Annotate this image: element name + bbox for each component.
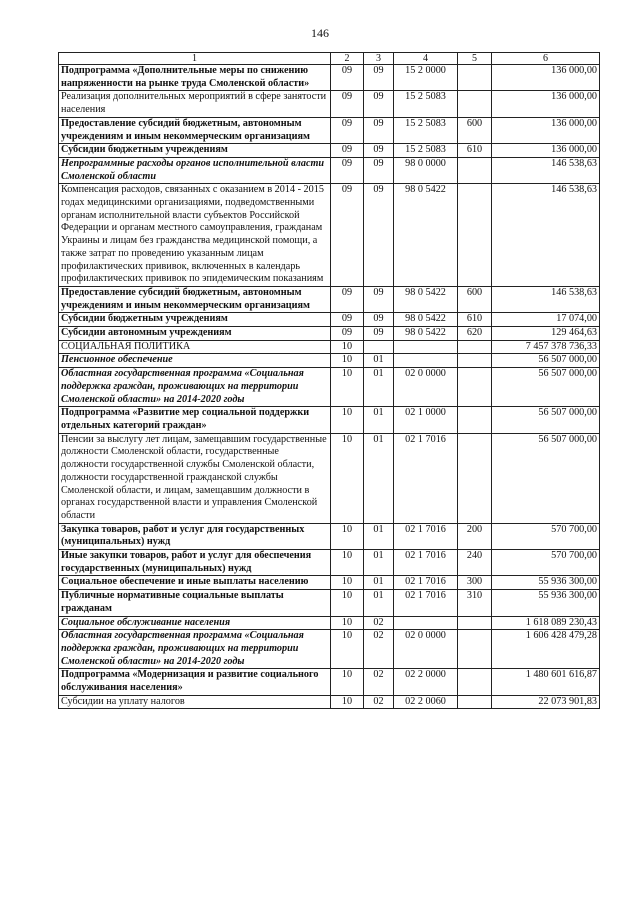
table-row (59, 433, 600, 523)
subsection-code-cell: 02 (364, 630, 394, 669)
header-cell: 1 (59, 53, 331, 65)
expense-type-cell: 200 (458, 523, 492, 549)
target-article-cell: 15 2 5083 (394, 144, 458, 158)
expense-type-cell: 620 (458, 327, 492, 341)
table-row (59, 65, 600, 91)
table-row (59, 630, 600, 669)
amount-cell: 146 538,63 (492, 286, 600, 312)
row-name-cell: Субсидии бюджетным учреждениям (59, 144, 331, 158)
subsection-code-cell: 09 (364, 184, 394, 287)
subsection-code-cell: 09 (364, 327, 394, 341)
table-row (59, 327, 600, 341)
target-article-cell: 15 2 5083 (394, 91, 458, 117)
amount-cell: 7 457 378 736,33 (492, 340, 600, 354)
header-cell: 6 (492, 53, 600, 65)
target-article-cell: 98 0 5422 (394, 327, 458, 341)
subsection-code-cell: 02 (364, 695, 394, 709)
target-article-cell: 02 0 0000 (394, 368, 458, 407)
target-article-cell: 02 2 0000 (394, 669, 458, 695)
subsection-code-cell: 02 (364, 616, 394, 630)
expense-type-cell: 300 (458, 576, 492, 590)
header-cell: 4 (394, 53, 458, 65)
amount-cell: 56 507 000,00 (492, 433, 600, 523)
subsection-code-cell: 01 (364, 407, 394, 433)
subsection-code-cell: 01 (364, 550, 394, 576)
section-code-cell: 09 (331, 91, 364, 117)
subsection-code-cell: 09 (364, 157, 394, 183)
budget-table (58, 52, 600, 709)
expense-type-cell (458, 616, 492, 630)
expense-type-cell (458, 91, 492, 117)
row-name-cell: Закупка товаров, работ и услуг для государственных (муниципальных) нужд (59, 523, 331, 549)
amount-cell: 22 073 901,83 (492, 695, 600, 709)
row-name-cell: Подпрограмма «Развитие мер социальной поддержки отдельных категорий граждан» (59, 407, 331, 433)
target-article-cell: 98 0 5422 (394, 286, 458, 312)
section-code-cell: 10 (331, 407, 364, 433)
amount-cell: 56 507 000,00 (492, 407, 600, 433)
section-code-cell: 10 (331, 550, 364, 576)
expense-type-cell (458, 433, 492, 523)
row-name-cell: Подпрограмма «Модернизация и развитие социального обслуживания населения» (59, 669, 331, 695)
section-code-cell: 10 (331, 630, 364, 669)
amount-cell: 56 507 000,00 (492, 368, 600, 407)
target-article-cell: 02 1 7016 (394, 550, 458, 576)
target-article-cell: 02 1 7016 (394, 523, 458, 549)
target-article-cell: 15 2 0000 (394, 65, 458, 91)
subsection-code-cell: 09 (364, 286, 394, 312)
table-row (59, 523, 600, 549)
amount-cell: 146 538,63 (492, 157, 600, 183)
expense-type-cell (458, 669, 492, 695)
table-row (59, 616, 600, 630)
target-article-cell: 02 0 0000 (394, 630, 458, 669)
section-code-cell: 09 (331, 327, 364, 341)
subsection-code-cell: 02 (364, 669, 394, 695)
target-article-cell (394, 340, 458, 354)
table-row (59, 354, 600, 368)
amount-cell: 136 000,00 (492, 117, 600, 143)
section-code-cell: 09 (331, 117, 364, 143)
subsection-code-cell: 01 (364, 590, 394, 616)
expense-type-cell (458, 695, 492, 709)
row-name-cell: Компенсация расходов, связанных с оказанием в 2014 - 2015 годах медицинскими организациями, подведомственными органам исполнительной власти субъектов Российской Федерации и органам местного самоуправления, гражданам Украины и лицам без гражданства медицинской помощи, а также затрат по проведению указанным лицам профилактических прививок, включенных в календарь профилактических прививок по эпидемическим показаниям (59, 184, 331, 287)
row-name-cell: Областная государственная программа «Социальная поддержка граждан, проживающих на территории Смоленской области» на 2014-2020 годы (59, 630, 331, 669)
row-name-cell: Предоставление субсидий бюджетным, автономным учреждениям и иным некоммерческим организациям (59, 117, 331, 143)
subsection-code-cell: 01 (364, 354, 394, 368)
header-cell: 3 (364, 53, 394, 65)
amount-cell: 129 464,63 (492, 327, 600, 341)
expense-type-cell: 600 (458, 286, 492, 312)
amount-cell: 55 936 300,00 (492, 576, 600, 590)
row-name-cell: Пенсии за выслугу лет лицам, замещавшим государственные должности Смоленской области, государственные должности государственной службы Смоленской области, должности государственной гражданской службы Смоленской области, и лицам, замещавшим должности в органах государственной власти и управления Смоленской области (59, 433, 331, 523)
expense-type-cell (458, 407, 492, 433)
row-name-cell: Пенсионное обеспечение (59, 354, 331, 368)
table-row (59, 117, 600, 143)
subsection-code-cell: 09 (364, 117, 394, 143)
expense-type-cell: 600 (458, 117, 492, 143)
section-code-cell: 09 (331, 286, 364, 312)
amount-cell: 136 000,00 (492, 65, 600, 91)
row-name-cell: Социальное обслуживание населения (59, 616, 331, 630)
row-name-cell: Предоставление субсидий бюджетным, автономным учреждениям и иным некоммерческим организациям (59, 286, 331, 312)
table-row (59, 157, 600, 183)
expense-type-cell (458, 340, 492, 354)
table-row (59, 144, 600, 158)
section-code-cell: 10 (331, 576, 364, 590)
subsection-code-cell: 01 (364, 433, 394, 523)
subsection-code-cell (364, 340, 394, 354)
table-row (59, 550, 600, 576)
row-name-cell: Непрограммные расходы органов исполнительной власти Смоленской области (59, 157, 331, 183)
subsection-code-cell: 09 (364, 91, 394, 117)
table-row (59, 184, 600, 287)
subsection-code-cell: 01 (364, 576, 394, 590)
row-name-cell: СОЦИАЛЬНАЯ ПОЛИТИКА (59, 340, 331, 354)
subsection-code-cell: 01 (364, 523, 394, 549)
section-code-cell: 09 (331, 157, 364, 183)
row-name-cell: Реализация дополнительных мероприятий в сфере занятости населения (59, 91, 331, 117)
expense-type-cell: 240 (458, 550, 492, 576)
section-code-cell: 10 (331, 433, 364, 523)
subsection-code-cell: 01 (364, 368, 394, 407)
target-article-cell (394, 616, 458, 630)
amount-cell: 1 618 089 230,43 (492, 616, 600, 630)
expense-type-cell (458, 368, 492, 407)
target-article-cell (394, 354, 458, 368)
table-row (59, 91, 600, 117)
section-code-cell: 09 (331, 65, 364, 91)
target-article-cell: 98 0 5422 (394, 184, 458, 287)
subsection-code-cell: 09 (364, 65, 394, 91)
table-row (59, 407, 600, 433)
table-row (59, 669, 600, 695)
table-header-row (59, 53, 600, 65)
expense-type-cell (458, 184, 492, 287)
amount-cell: 17 074,00 (492, 313, 600, 327)
section-code-cell: 09 (331, 184, 364, 287)
table-row (59, 590, 600, 616)
target-article-cell: 02 1 7016 (394, 590, 458, 616)
header-cell: 5 (458, 53, 492, 65)
expense-type-cell (458, 630, 492, 669)
target-article-cell: 02 2 0060 (394, 695, 458, 709)
target-article-cell: 15 2 5083 (394, 117, 458, 143)
expense-type-cell: 310 (458, 590, 492, 616)
expense-type-cell (458, 65, 492, 91)
expense-type-cell (458, 354, 492, 368)
amount-cell: 570 700,00 (492, 523, 600, 549)
subsection-code-cell: 09 (364, 313, 394, 327)
row-name-cell: Субсидии на уплату налогов (59, 695, 331, 709)
table-row (59, 576, 600, 590)
row-name-cell: Иные закупки товаров, работ и услуг для обеспечения государственных (муниципальных) нужд (59, 550, 331, 576)
amount-cell: 56 507 000,00 (492, 354, 600, 368)
expense-type-cell: 610 (458, 313, 492, 327)
row-name-cell: Субсидии автономным учреждениям (59, 327, 331, 341)
target-article-cell: 98 0 0000 (394, 157, 458, 183)
page-number: 146 (311, 26, 329, 40)
section-code-cell: 10 (331, 523, 364, 549)
amount-cell: 136 000,00 (492, 91, 600, 117)
amount-cell: 1 606 428 479,28 (492, 630, 600, 669)
row-name-cell: Публичные нормативные социальные выплаты гражданам (59, 590, 331, 616)
amount-cell: 55 936 300,00 (492, 590, 600, 616)
section-code-cell: 10 (331, 695, 364, 709)
row-name-cell: Субсидии бюджетным учреждениям (59, 313, 331, 327)
target-article-cell: 98 0 5422 (394, 313, 458, 327)
amount-cell: 1 480 601 616,87 (492, 669, 600, 695)
table-row (59, 340, 600, 354)
table-row (59, 286, 600, 312)
subsection-code-cell: 09 (364, 144, 394, 158)
expense-type-cell: 610 (458, 144, 492, 158)
section-code-cell: 09 (331, 313, 364, 327)
header-cell: 2 (331, 53, 364, 65)
section-code-cell: 10 (331, 368, 364, 407)
target-article-cell: 02 1 7016 (394, 576, 458, 590)
amount-cell: 146 538,63 (492, 184, 600, 287)
section-code-cell: 10 (331, 340, 364, 354)
section-code-cell: 09 (331, 144, 364, 158)
row-name-cell: Подпрограмма «Дополнительные меры по снижению напряженности на рынке труда Смоленской области» (59, 65, 331, 91)
section-code-cell: 10 (331, 354, 364, 368)
section-code-cell: 10 (331, 669, 364, 695)
amount-cell: 570 700,00 (492, 550, 600, 576)
table-row (59, 695, 600, 709)
row-name-cell: Социальное обеспечение и иные выплаты населению (59, 576, 331, 590)
amount-cell: 136 000,00 (492, 144, 600, 158)
target-article-cell: 02 1 0000 (394, 407, 458, 433)
target-article-cell: 02 1 7016 (394, 433, 458, 523)
expense-type-cell (458, 157, 492, 183)
section-code-cell: 10 (331, 590, 364, 616)
table-row (59, 313, 600, 327)
section-code-cell: 10 (331, 616, 364, 630)
row-name-cell: Областная государственная программа «Социальная поддержка граждан, проживающих на территории Смоленской области» на 2014-2020 годы (59, 368, 331, 407)
table-row (59, 368, 600, 407)
